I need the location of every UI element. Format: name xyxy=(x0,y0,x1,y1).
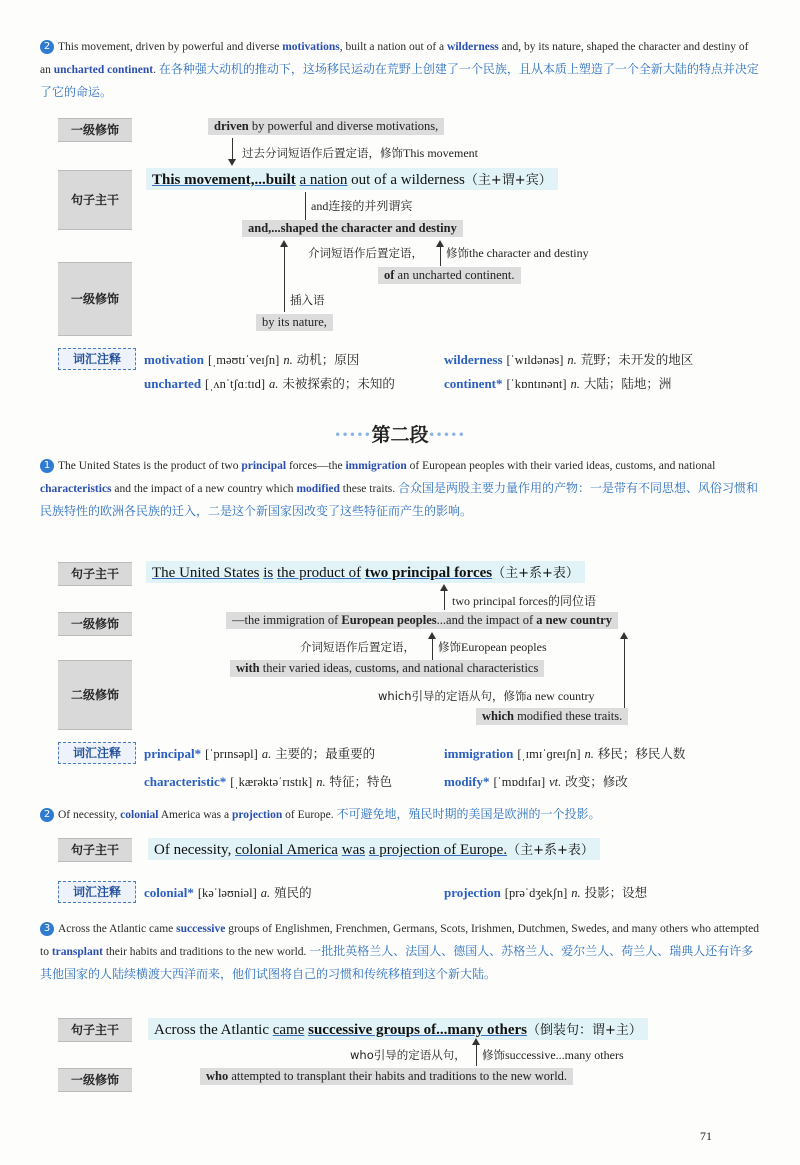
p2s1-intro: 1 The United States is the product of two principal forces—the immigration of European peoples with their varied ideas, customs, and national characteristics and the impact of a new country which modified these traits. 合众国是两股主要力量作用的产物：一是带有不同思想、风俗习惯和民族特性的欧洲各民族的迁入，二是这个新国家因改变了这些特征而产生的影响。 xyxy=(40,460,759,518)
modifier-driven: driven by powerful and diverse motivations, xyxy=(208,118,444,135)
label-level1: 一级修饰 xyxy=(58,612,132,636)
vocab-entry: immigration [ˌɪmɪˈɡreɪʃn] n. 移民；移民人数 xyxy=(444,746,686,761)
label-level1: 一级修饰 xyxy=(58,262,132,336)
vocab-entry: principal* [ˈprɪnsəpl] a. 主要的；最重要的 xyxy=(144,746,376,761)
p1s2-number-badge: 2 xyxy=(40,40,54,54)
arrow-up xyxy=(476,1044,477,1066)
modifier-by-nature: by its nature, xyxy=(256,314,333,331)
label-main: 句子主干 xyxy=(58,1018,132,1042)
p2s3-number-badge: 3 xyxy=(40,922,54,936)
vocab-entry: continent* [ˈkɒntɪnənt] n. 大陆；陆地；洲 xyxy=(444,376,672,391)
main-clause-3: Of necessity, colonial America was a projection of Europe.（主+系+表） xyxy=(148,838,600,860)
connector-line xyxy=(305,192,306,220)
p2s2-number-badge: 2 xyxy=(40,808,54,822)
arrow-down xyxy=(232,138,233,160)
label-vocab: 词汇注释 xyxy=(58,742,136,764)
note-prep-phrase-target: 修饰European peoples xyxy=(438,640,547,654)
label-level1: 一级修饰 xyxy=(58,1068,132,1092)
main-clause-1: This movement,...built a nation out of a wilderness（主+谓+宾） xyxy=(146,168,558,190)
coordinate-predicate: and,...shaped the character and destiny xyxy=(242,220,463,237)
modifier-immigration: —the immigration of European peoples...and the impact of a new country xyxy=(226,612,618,629)
arrow-up xyxy=(440,246,441,266)
arrow-up xyxy=(444,590,445,610)
p2s1-translation: 合众国是两股主要力量作用的产物：一是带有不同思想、风俗习惯和民族特性的欧洲各民族的迁入，二是这个新国家因改变了这些特征而产生的影响。 xyxy=(40,481,759,518)
p2s3-intro: 3 Across the Atlantic came successive groups of Englishmen, Frenchmen, Germans, Scots, Irishmen, Dutchmen, Swedes, and many others who attempted to transplant their habits and traditions to the new world. 一批批英格兰人、法国人、德国人、苏格兰人、爱尔兰人、荷兰人、瑞典人还有许多其他国家的人陆续横渡大西洋而来，他们试图将自己的习惯和传统移植到这个新大陆。 xyxy=(40,923,760,981)
section-title: •••••第二段••••• xyxy=(334,424,466,446)
vocab-entry: characteristic* [ˌkærəktəˈrɪstɪk] n. 特征；特色 xyxy=(144,774,393,789)
p2s1-number-badge: 1 xyxy=(40,459,54,473)
arrow-up xyxy=(284,246,285,312)
p1s2-translation: 在各种强大动机的推动下，这场移民运动在荒野上创建了一个民族，且从本质上塑造了一个全新大陆的特点并决定了它的命运。 xyxy=(40,62,759,99)
modifier-of-continent: of an uncharted continent. xyxy=(378,267,521,284)
label-level2: 二级修饰 xyxy=(58,660,132,730)
main-clause-2: The United States is the product of two principal forces（主+系+表） xyxy=(146,561,585,583)
note-parenthesis: 插入语 xyxy=(290,293,325,307)
label-main: 句子主干 xyxy=(58,838,132,862)
vocab-entry: colonial* [kəˈləʊniəl] a. 殖民的 xyxy=(144,885,312,900)
note-coordinate: and连接的并列谓宾 xyxy=(311,199,413,213)
note-who-clause-target: 修饰successive...many others xyxy=(482,1048,624,1062)
arrow-up xyxy=(432,638,433,660)
note-prep-phrase-target: 修饰the character and destiny xyxy=(446,246,589,260)
label-level1: 一级修饰 xyxy=(58,118,132,142)
label-vocab: 词汇注释 xyxy=(58,348,136,370)
note-relative-clause: which引导的定语从句，修饰a new country xyxy=(378,689,595,703)
vocab-entry: projection [prəˈdʒekʃn] n. 投影；设想 xyxy=(444,885,648,900)
p1s2-intro: 2 This movement, driven by powerful and diverse motivations, built a nation out of a wilderness and, by its nature, shaped the character and destiny of an uncharted continent. 在各种强大动机的推动下，这场移民运动在荒野上创建了一个民族，且从本质上塑造了一个全新大陆的特点并决定了它的命运。 xyxy=(40,41,759,99)
note-appositive: two principal forces的同位语 xyxy=(452,594,596,608)
p2s2-intro: 2 Of necessity, colonial America was a projection of Europe. 不可避免地，殖民时期的美国是欧洲的一个投影。 xyxy=(40,803,762,826)
label-main: 句子主干 xyxy=(58,562,132,586)
page-number: 71 xyxy=(700,1129,712,1143)
vocab-entry: motivation [ˌməʊtɪˈveɪʃn] n. 动机；原因 xyxy=(144,352,360,367)
vocab-entry: wilderness [ˈwɪldənəs] n. 荒野；未开发的地区 xyxy=(444,352,694,367)
note-who-clause: who引导的定语从句， xyxy=(350,1048,466,1062)
note-prep-phrase: 介词短语作后置定语， xyxy=(300,640,415,654)
modifier-who: who attempted to transplant their habits and traditions to the new world. xyxy=(200,1068,573,1085)
note-prep-phrase: 介词短语作后置定语， xyxy=(308,246,423,260)
modifier-with: with their varied ideas, customs, and national characteristics xyxy=(230,660,544,677)
p2s2-translation: 不可避免地，殖民时期的美国是欧洲的一个投影。 xyxy=(336,807,601,821)
label-main: 句子主干 xyxy=(58,170,132,230)
vocab-entry: uncharted [ˌʌnˈtʃɑːtɪd] a. 未被探索的；未知的 xyxy=(144,376,395,391)
main-clause-4: Across the Atlantic came successive groups of...many others（倒装句：谓+主） xyxy=(148,1018,648,1040)
note-past-participle: 过去分词短语作后置定语，修饰This movement xyxy=(242,146,478,160)
label-vocab: 词汇注释 xyxy=(58,881,136,903)
p2s3-translation: 一批批英格兰人、法国人、德国人、苏格兰人、爱尔兰人、荷兰人、瑞典人还有许多其他国家的人陆续横渡大西洋而来，他们试图将自己的习惯和传统移植到这个新大陆。 xyxy=(40,944,754,981)
arrow-up xyxy=(624,638,625,708)
modifier-which: which modified these traits. xyxy=(476,708,628,725)
vocab-entry: modify* [ˈmɒdɪfaɪ] vt. 改变；修改 xyxy=(444,774,628,789)
